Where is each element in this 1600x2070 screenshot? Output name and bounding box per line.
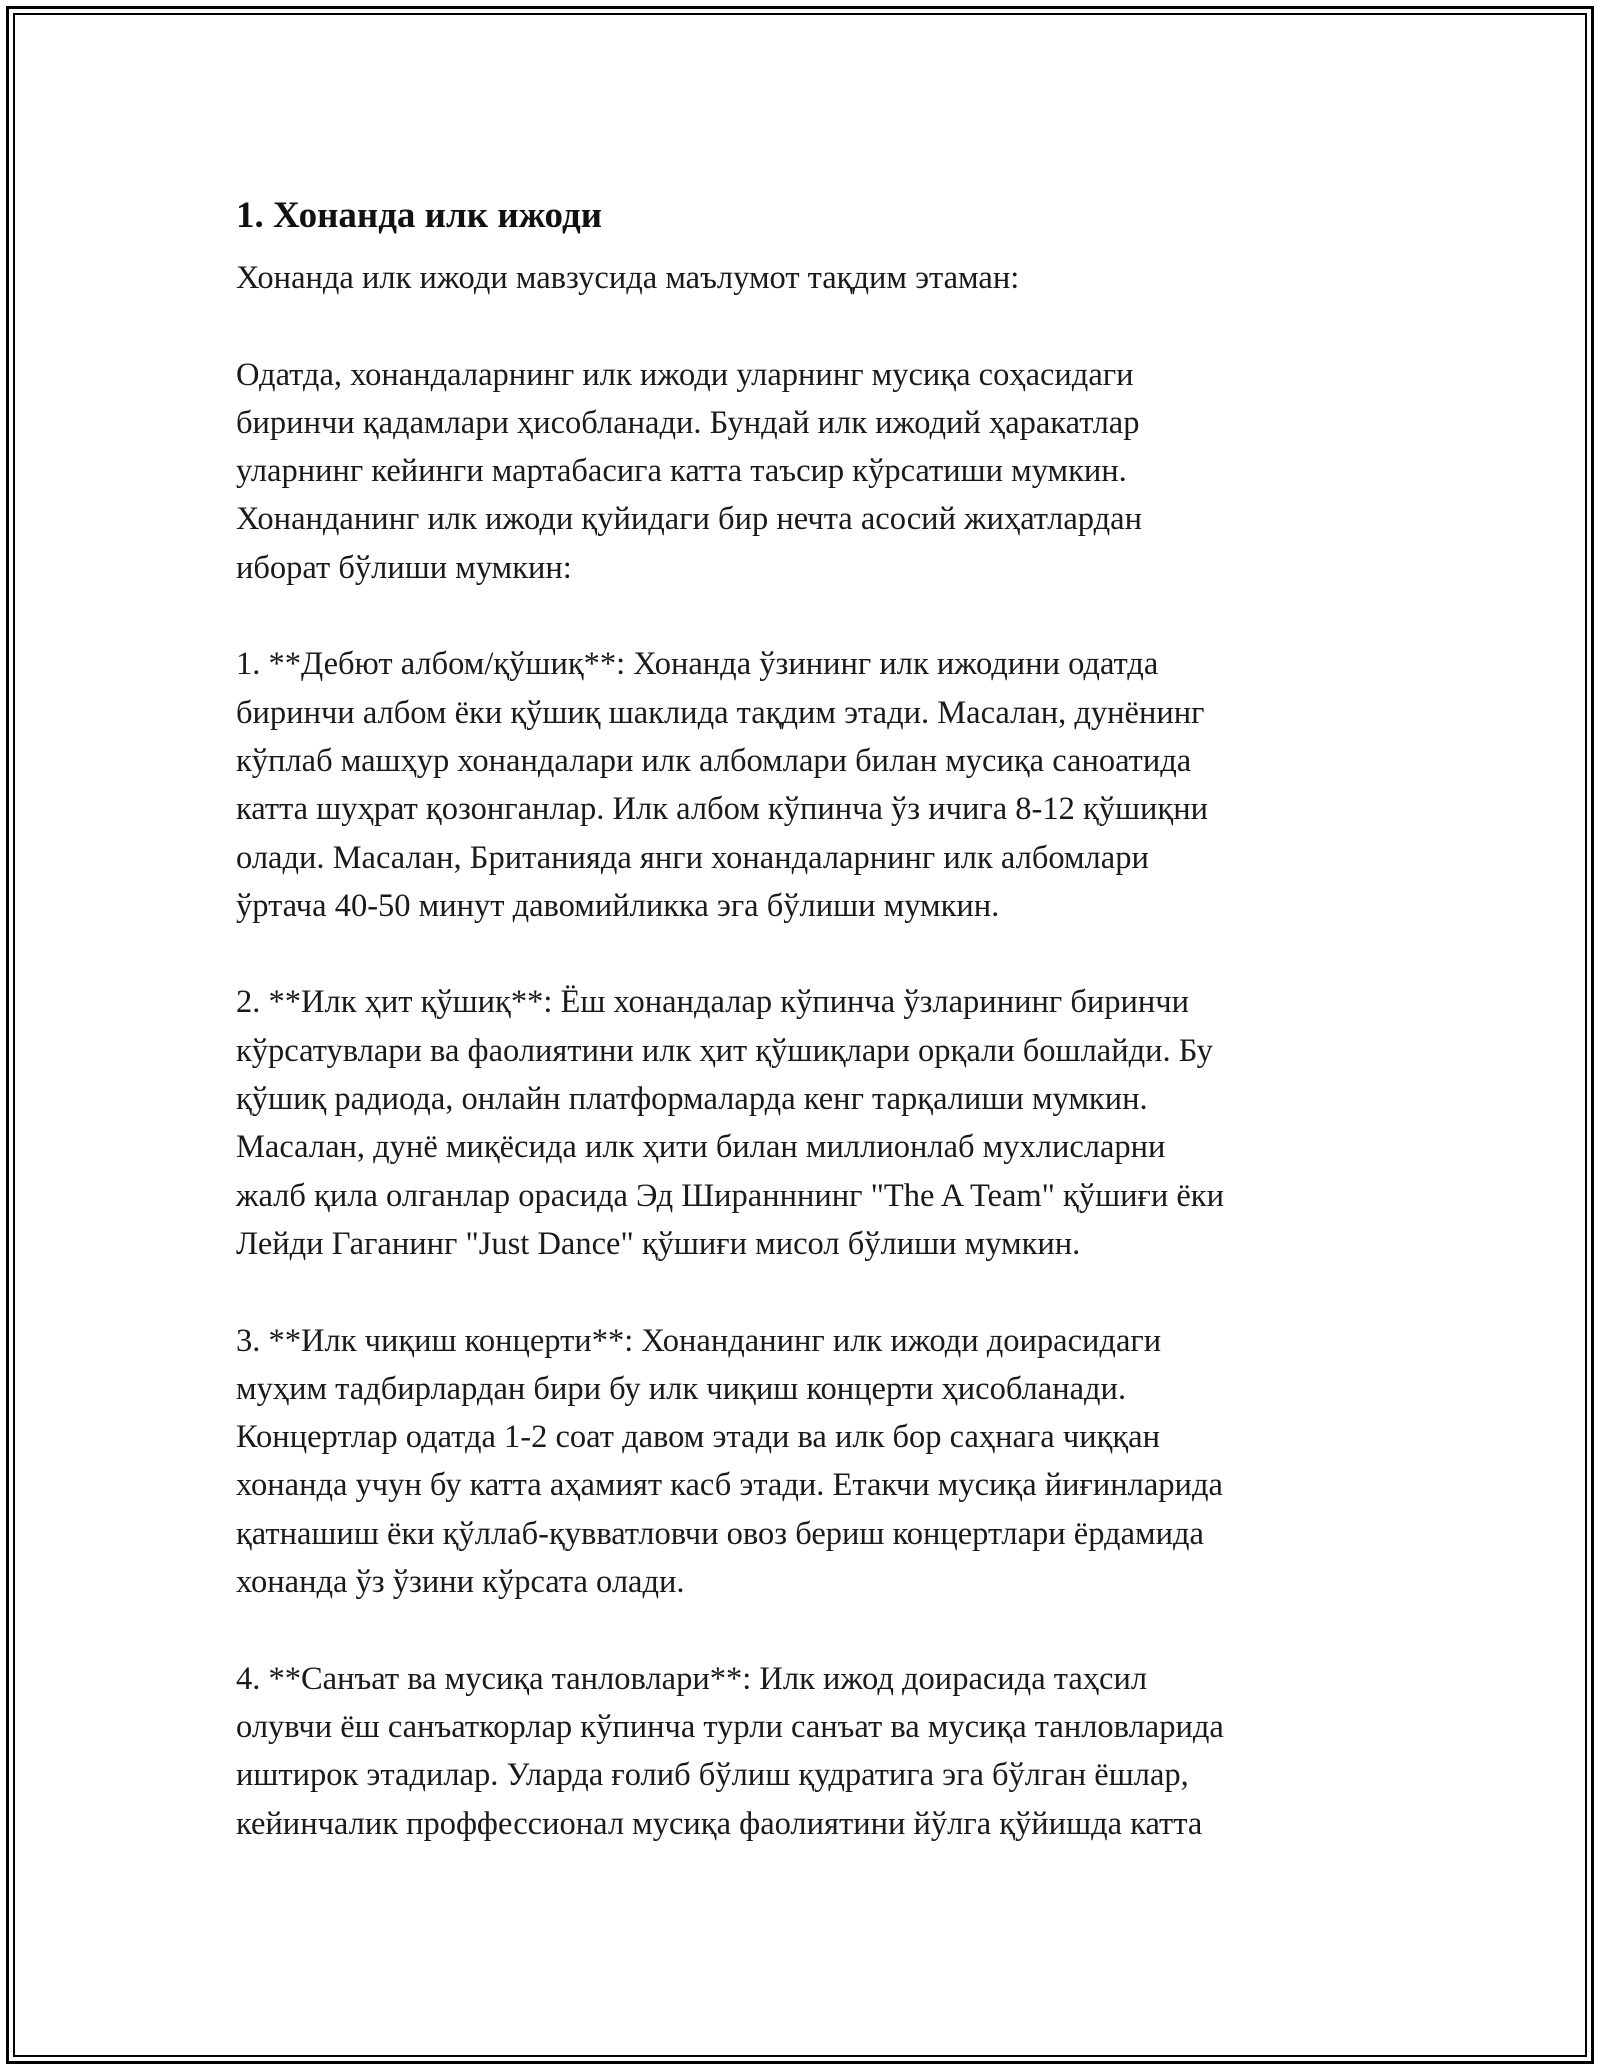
text-line: 4. **Санъат ва мусиқа танловлари**: Илк ижод доирасида таҳсил (236, 1660, 1148, 1697)
text-line: кўрсатувлари ва фаолиятини илк ҳит қўшиқлари орқали бошлайди. Бу (236, 1032, 1213, 1069)
text-line: Одатда, хонандаларнинг илк ижоди уларнинг мусиқа соҳасидаги (236, 356, 1134, 393)
text-line: 1. **Дебют албом/қўшиқ**: Хонанда ўзининг илк ижодини одатда (236, 646, 1159, 683)
document-body (236, 186, 1396, 1896)
text-line: 3. **Илк чиқиш концерти**: Хонанданинг илк ижоди доирасидаги (236, 1322, 1162, 1359)
paragraph-overview (236, 351, 1396, 592)
paragraph-item-4 (236, 1655, 1396, 1848)
text-line: Хонанда илк ижоди мавзусида маълумот тақдим этаман: (236, 260, 1020, 296)
text-line: кўплаб машҳур хонандалари илк албомлари билан мусиқа саноатида (236, 742, 1192, 779)
text-line: қўшиқ радиода, онлайн платформаларда кенг тарқалиши мумкин. (236, 1081, 1148, 1118)
text-line: Концертлар одатда 1-2 соат давом этади ва илк бор саҳнага чиққан (236, 1419, 1160, 1456)
text-line: иштирок этадилар. Уларда ғолиб бўлиш қудратига эга бўлган ёшлар, (236, 1757, 1189, 1794)
text-line: муҳим тадбирлардан бири бу илк чиқиш концерти ҳисобланади. (236, 1370, 1127, 1407)
text-line: олади. Масалан, Британияда янги хонандаларнинг илк албомлари (236, 839, 1149, 876)
text-line: уларнинг кейинги мартабасига катта таъсир кўрсатиши мумкин. (236, 453, 1127, 490)
text-line: хонанда ўз ўзини кўрсата олади. (236, 1564, 685, 1601)
paragraph-item-3 (236, 1317, 1396, 1607)
text-line: Масалан, дунё миқёсида илк ҳити билан миллионлаб мухлисларни (236, 1129, 1166, 1166)
text-line: катта шуҳрат қозонганлар. Илк албом кўпинча ўз ичига 8-12 қўшиқни (236, 791, 1209, 828)
text-line: қатнашиш ёки қўллаб-қувватловчи овоз бериш концертлари ёрдамида (236, 1515, 1204, 1552)
text-line: биринчи қадамлари ҳисобланади. Бундай илк ижодий ҳаракатлар (236, 404, 1140, 441)
text-line: жалб қила олганлар орасида Эд Ширанннинг "The A Team" қўшиғи ёки (236, 1177, 1224, 1214)
document-title: 1. Хонанда илк ижоди (236, 195, 603, 236)
text-line: хонанда учун бу катта аҳамият касб этади. Етакчи мусиқа йиғинларида (236, 1467, 1223, 1504)
paragraph-item-1 (236, 640, 1396, 930)
paragraph-item-2 (236, 978, 1396, 1268)
text-line: иборат бўлиши мумкин: (236, 549, 572, 586)
text-line: 2. **Илк ҳит қўшиқ**: Ёш хонандалар кўпинча ўзларининг биринчи (236, 984, 1190, 1021)
text-line: олувчи ёш санъаткорлар кўпинча турли санъат ва мусиқа танловларида (236, 1708, 1224, 1745)
text-line: Лейди Гаганинг "Just Dance" қўшиғи мисол бўлиши мумкин. (236, 1225, 1081, 1262)
paragraph-intro (236, 254, 1396, 302)
text-line: ўртача 40-50 минут давомийликка эга бўлиши мумкин. (236, 887, 1000, 924)
text-line: кейинчалик проффессионал мусиқа фаолиятини йўлга қўйишда катта (236, 1805, 1203, 1842)
text-line: Хонанданинг илк ижоди қуйидаги бир нечта асосий жиҳатлардан (236, 501, 1142, 538)
text-line: биринчи албом ёки қўшиқ шаклида тақдим этади. Масалан, дунёнинг (236, 694, 1205, 731)
